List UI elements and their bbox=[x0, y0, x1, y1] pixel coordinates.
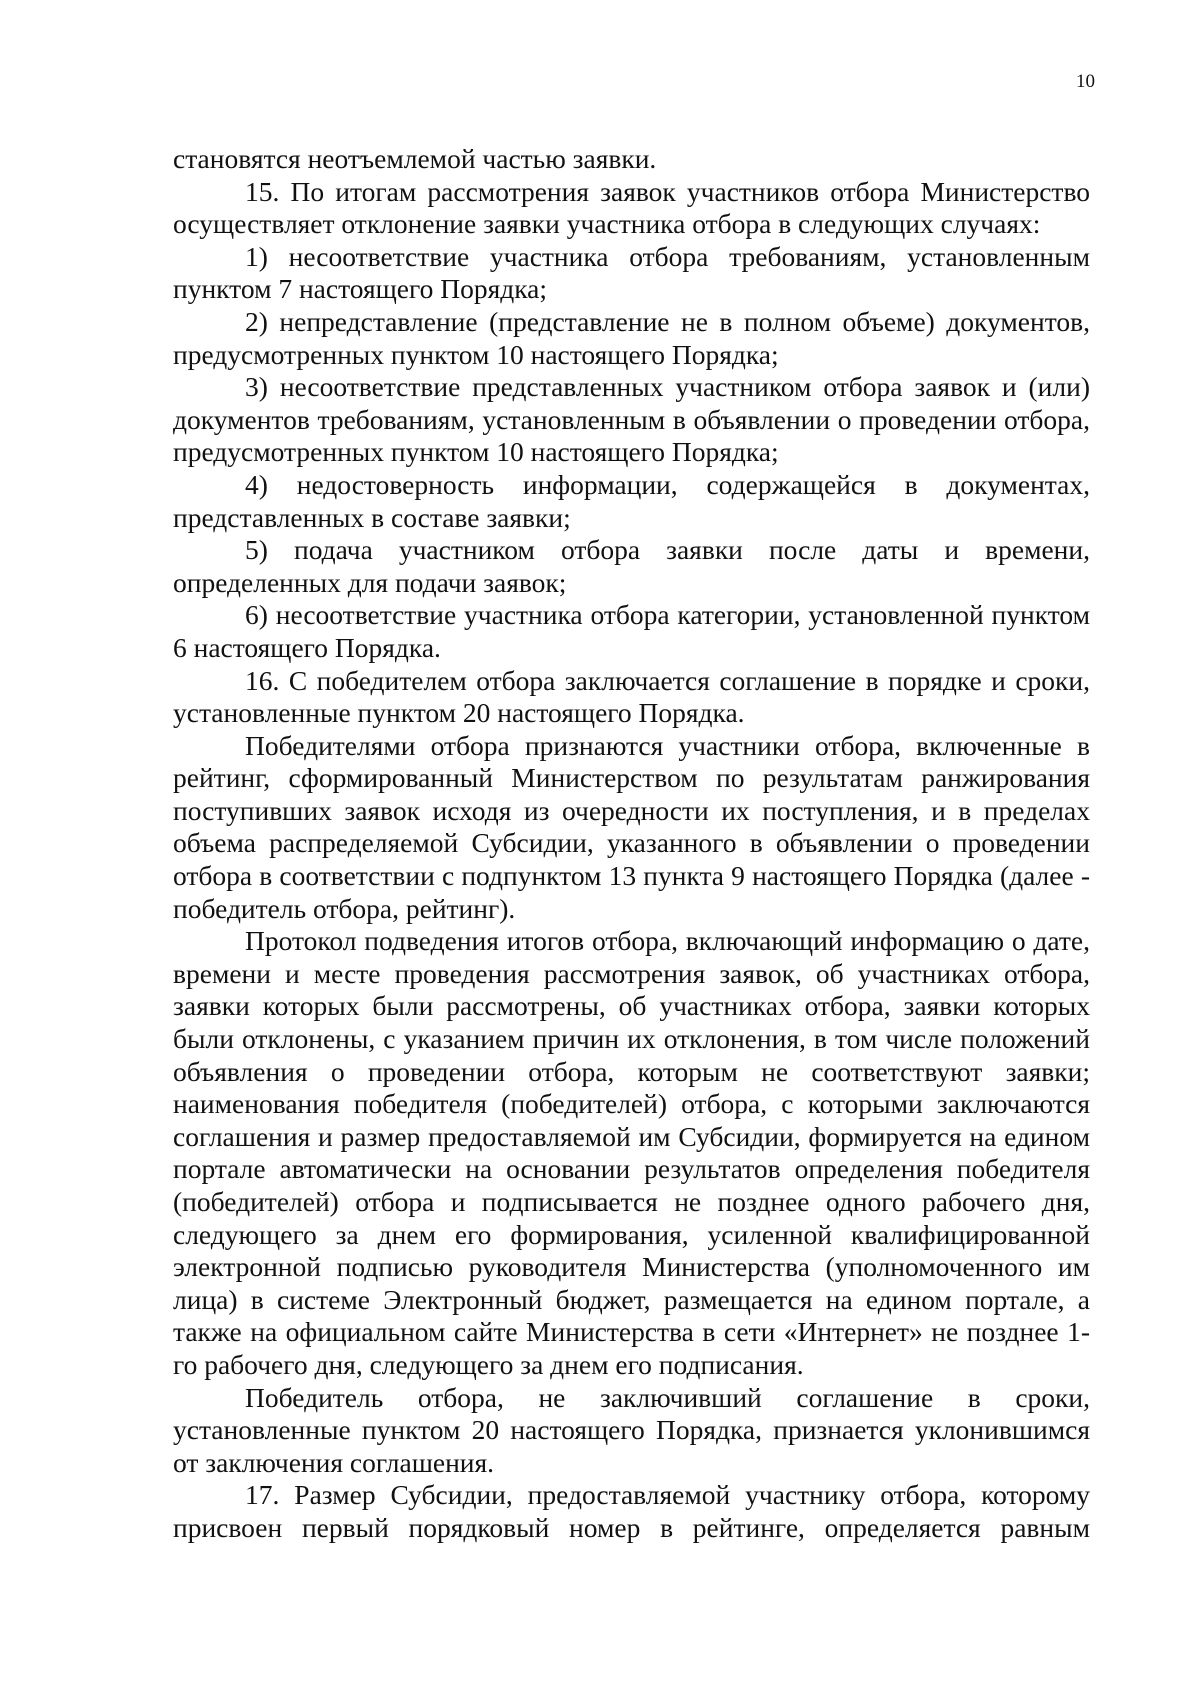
paragraph-clause-17: 17. Размер Субсидии, предоставляемой участнику отбора, которому присвоен первый порядковый номер в рейтинге, определяется равным bbox=[173, 1479, 1090, 1543]
paragraph-protocol: Протокол подведения итогов отбора, включающий информацию о дате, времени и месте проведения рассмотрения заявок, об участниках отбора, заявки которых были рассмотрены, об участниках отбора, заявки которых были отклонены, с указанием причин их отклонения, в том числе положений объявления о проведении отбора, которым не соответствуют заявки; наименования победителя (победителей) отбора, с которыми заключаются соглашения и размер предоставляемой им Субсидии, формируется на едином портале автоматически на основании результатов определения победителя (победителей) отбора и подписывается не позднее одного рабочего дня, следующего за днем его формирования, усиленной квалифицированной электронной подписью руководителя Министерства (уполномоченного им лица) в системе Электронный бюджет, размещается на едином портале, а также на официальном сайте Министерства в сети «Интернет» не позднее 1-го рабочего дня, следующего за днем его подписания. bbox=[173, 925, 1090, 1380]
paragraph-item-4: 4) недостоверность информации, содержащейся в документах, представленных в составе заявки; bbox=[173, 468, 1090, 533]
paragraph-item-2: 2) непредставление (представление не в полном объеме) документов, предусмотренных пунктом 10 настоящего Порядка; bbox=[173, 305, 1090, 370]
paragraph-clause-16: 16. С победителем отбора заключается соглашение в порядке и сроки, установленные пунктом 20 настоящего Порядка. bbox=[173, 664, 1090, 729]
paragraph-winners: Победителями отбора признаются участники отбора, включенные в рейтинг, сформированный Министерством по результатам ранжирования поступивших заявок исходя из очередности их поступления, и в пределах объема распределяемой Субсидии, указанного в объявлении о проведении отбора в соответствии с подпунктом 13 пункта 9 настоящего Порядка (далее - победитель отбора, рейтинг). bbox=[173, 729, 1090, 924]
paragraph-continuation: становятся неотъемлемой частью заявки. bbox=[173, 143, 657, 174]
paragraph-item-3: 3) несоответствие представленных участником отбора заявок и (или) документов требованиям, установленным в объявлении о проведении отбора, предусмотренных пунктом 10 настоящего Порядка; bbox=[173, 371, 1090, 468]
paragraph-item-1: 1) несоответствие участника отбора требованиям, установленным пунктом 7 настоящего Порядка; bbox=[173, 240, 1090, 305]
paragraph-winner-evasion: Победитель отбора, не заключивший соглашение в сроки, установленные пунктом 20 настоящего Порядка, признается уклонившимся от заключения соглашения. bbox=[173, 1381, 1090, 1478]
page-number: 10 bbox=[1076, 71, 1095, 92]
paragraph-clause-15: 15. По итогам рассмотрения заявок участников отбора Министерство осуществляет отклонение заявки участника отбора в следующих случаях: bbox=[173, 175, 1090, 240]
paragraph-item-6: 6) несоответствие участника отбора категории, установленной пунктом 6 настоящего Порядка. bbox=[173, 599, 1090, 663]
paragraph-item-5: 5) подача участником отбора заявки после даты и времени, определенных для подачи заявок; bbox=[173, 534, 1090, 598]
document-body bbox=[173, 143, 1090, 1545]
